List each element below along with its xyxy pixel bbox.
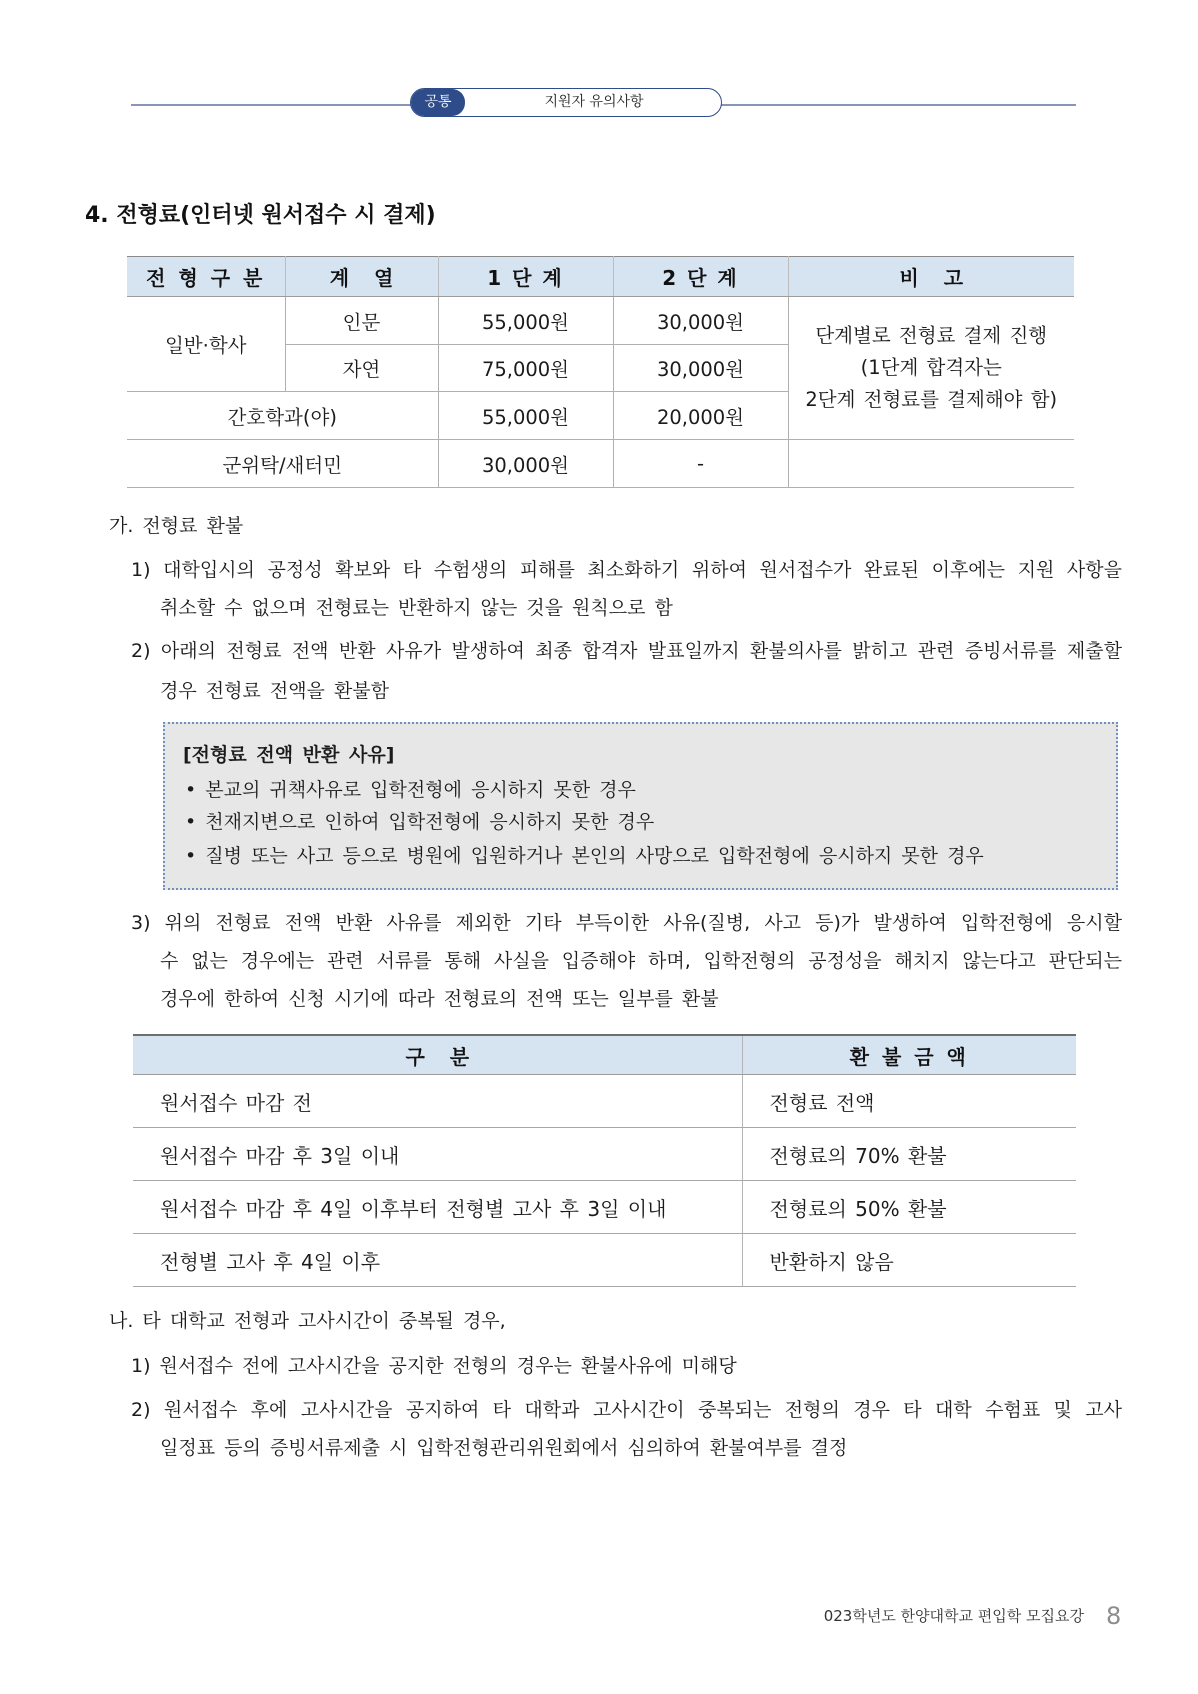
full-refund-reasons-title: [전형료 전액 반환 사유] bbox=[183, 744, 395, 766]
refund-header-amount: 환 불 금 액 bbox=[742, 1035, 1076, 1075]
refund-cell-period: 원서접수 마감 후 4일 이후부터 전형별 고사 후 3일 이내 bbox=[133, 1181, 742, 1234]
full-refund-reason-item: • 질병 또는 사고 등으로 병원에 입원하거나 본인의 사망으로 입학전형에 응시하지 못한 경우 bbox=[185, 845, 984, 867]
fee-note-line: 2단계 전형료를 결제해야 함) bbox=[805, 388, 1058, 411]
fee-cell-stage2: 20,000원 bbox=[613, 392, 788, 440]
footer-document-title: 023학년도 한양대학교 편입학 모집요강 bbox=[823, 1607, 1084, 1625]
fee-cell-note bbox=[788, 297, 1074, 440]
fee-table-body bbox=[127, 297, 1074, 488]
fee-header-note: 비 고 bbox=[788, 257, 1074, 297]
fee-cell-stage2: 30,000원 bbox=[613, 297, 788, 345]
fee-table bbox=[127, 256, 1074, 488]
refund-item-1-line: 취소할 수 없으며 전형료는 반환하지 않는 것을 원칙으로 함 bbox=[160, 597, 673, 619]
fee-header-stage2: 2 단 계 bbox=[613, 257, 788, 297]
table-row bbox=[133, 1128, 1076, 1181]
fee-cell-stage1: 55,000원 bbox=[438, 297, 613, 345]
table-row bbox=[133, 1181, 1076, 1234]
refund-item-3-line: 수 없는 경우에는 관련 서류를 통해 사실을 입증해야 하며, 입학전형의 공정성을 해치지 않는다고 판단되는 bbox=[160, 950, 1122, 972]
page-number: 8 bbox=[1106, 1602, 1122, 1630]
fee-cell-general-label: 일반·학사 bbox=[127, 297, 285, 392]
refund-heading: 가. 전형료 환불 bbox=[109, 515, 244, 537]
fee-header-track: 계 열 bbox=[285, 257, 438, 297]
full-refund-reason-item: • 천재지변으로 인하여 입학전형에 응시하지 못한 경우 bbox=[185, 811, 655, 833]
table-row bbox=[133, 1075, 1076, 1128]
refund-cell-amount: 전형료 전액 bbox=[742, 1075, 1076, 1128]
refund-item-2-line: 경우 전형료 전액을 환불함 bbox=[160, 680, 390, 702]
refund-table-body bbox=[133, 1075, 1076, 1287]
overlap-heading: 나. 타 대학교 전형과 고사시간이 중복될 경우, bbox=[109, 1310, 506, 1332]
refund-item-3-line: 경우에 한하여 신청 시기에 따라 전형료의 전액 또는 일부를 환불 bbox=[160, 988, 719, 1010]
fee-cell-stage1: 75,000원 bbox=[438, 345, 613, 392]
refund-header-period: 구 분 bbox=[133, 1035, 742, 1075]
refund-cell-period: 전형별 고사 후 4일 이후 bbox=[133, 1234, 742, 1287]
fee-cell-stage1: 30,000원 bbox=[438, 440, 613, 488]
overlap-item-2-line: 2) 원서접수 후에 고사시간을 공지하여 타 대학과 고사시간이 중복되는 전형의 경우 타 대학 수험표 및 고사 bbox=[131, 1399, 1122, 1421]
refund-cell-amount: 전형료의 50% 환불 bbox=[742, 1181, 1076, 1234]
fee-cell-stage2: - bbox=[613, 440, 788, 488]
fee-cell-category: 간호학과(야) bbox=[127, 392, 438, 440]
refund-cell-amount: 반환하지 않음 bbox=[742, 1234, 1076, 1287]
fee-table-head bbox=[127, 257, 1074, 297]
overlap-item-1-line: 1) 원서접수 전에 고사시간을 공지한 전형의 경우는 환불사유에 미해당 bbox=[131, 1355, 737, 1377]
full-refund-reasons-box bbox=[163, 722, 1118, 890]
overlap-item-2-line: 일정표 등의 증빙서류제출 시 입학전형관리위원회에서 심의하여 환불여부를 결정 bbox=[160, 1437, 848, 1459]
fee-cell-note-empty bbox=[788, 440, 1074, 488]
refund-item-1-line: 1) 대학입시의 공정성 확보와 타 수험생의 피해를 최소화하기 위하여 원서접수가 완료된 이후에는 지원 사항을 bbox=[131, 559, 1122, 581]
fee-cell-track: 자연 bbox=[285, 345, 438, 392]
refund-item-2-line: 2) 아래의 전형료 전액 반환 사유가 발생하여 최종 합격자 발표일까지 환불의사를 밝히고 관련 증빙서류를 제출할 bbox=[131, 640, 1122, 662]
section-title: 4. 전형료(인터넷 원서접수 시 결제) bbox=[85, 203, 436, 228]
section-header-pill bbox=[410, 88, 722, 117]
refund-cell-period: 원서접수 마감 후 3일 이내 bbox=[133, 1128, 742, 1181]
refund-table-head bbox=[133, 1035, 1076, 1075]
fee-cell-stage2: 30,000원 bbox=[613, 345, 788, 392]
category-tag: 공통 bbox=[411, 89, 465, 116]
fee-header-stage1: 1 단 계 bbox=[438, 257, 613, 297]
refund-table bbox=[133, 1034, 1076, 1287]
table-row bbox=[127, 440, 1074, 488]
fee-note-line: 단계별로 전형료 결제 진행 bbox=[815, 324, 1048, 347]
refund-cell-amount: 전형료의 70% 환불 bbox=[742, 1128, 1076, 1181]
fee-cell-stage1: 55,000원 bbox=[438, 392, 613, 440]
table-row bbox=[133, 1234, 1076, 1287]
fee-cell-track: 인문 bbox=[285, 297, 438, 345]
table-row bbox=[127, 297, 1074, 345]
fee-cell-category: 군위탁/새터민 bbox=[127, 440, 438, 488]
refund-cell-period: 원서접수 마감 전 bbox=[133, 1075, 742, 1128]
refund-table-header-row bbox=[133, 1035, 1076, 1075]
full-refund-reason-item: • 본교의 귀책사유로 입학전형에 응시하지 못한 경우 bbox=[185, 779, 636, 801]
refund-item-3-line: 3) 위의 전형료 전액 반환 사유를 제외한 기타 부득이한 사유(질병, 사고 등)가 발생하여 입학전형에 응시할 bbox=[131, 912, 1122, 934]
section-header-title: 지원자 유의사항 bbox=[544, 94, 644, 110]
fee-table-header-row bbox=[127, 257, 1074, 297]
fee-header-category: 전 형 구 분 bbox=[127, 257, 285, 297]
fee-note-line: (1단계 합격자는 bbox=[860, 356, 1002, 379]
